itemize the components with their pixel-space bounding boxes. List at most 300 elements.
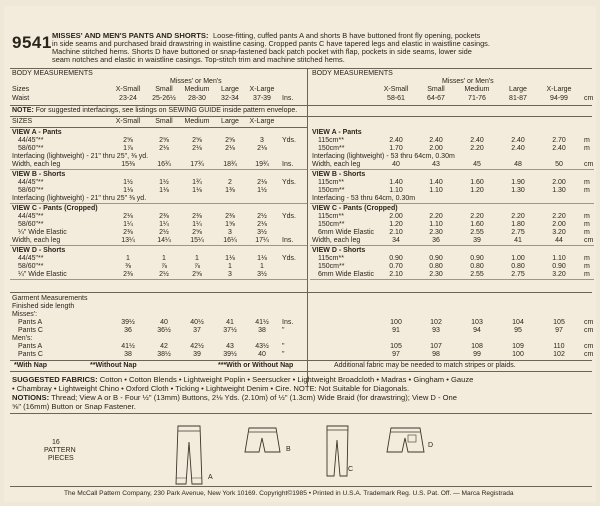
width-value: 14¼	[157, 237, 171, 244]
row-value: 1.20	[389, 221, 403, 228]
width-value: 44	[555, 237, 563, 244]
garment-value: 103	[471, 319, 483, 326]
garment-value: 37	[193, 327, 201, 334]
row-value: 1	[126, 255, 130, 262]
row-unit	[278, 229, 302, 237]
body-right-group: Misses' or Men's	[442, 78, 494, 85]
yardage-row	[318, 187, 600, 195]
size: X-Small	[115, 86, 141, 93]
row-unit: Yds.	[282, 213, 297, 220]
row-value: 2⅝	[192, 229, 202, 236]
width-label: Width, each leg	[312, 161, 361, 168]
waist-unit: cm	[584, 95, 594, 102]
row-value: 3	[228, 271, 232, 278]
row-unit: m	[584, 145, 590, 152]
row-value: 3	[228, 229, 232, 236]
row-value: ⅜	[125, 263, 131, 270]
row-label: 58/60"**	[18, 221, 44, 228]
row-value: 2½	[159, 229, 169, 236]
divider	[10, 279, 307, 280]
width-value: 15¼	[190, 237, 204, 244]
row-value: ⅞	[194, 263, 200, 270]
garment-row-metric	[376, 327, 600, 335]
row-value: 2⅜	[123, 271, 133, 278]
divider	[10, 203, 307, 204]
row-value: 0.90	[470, 255, 484, 262]
size: Large	[221, 86, 239, 93]
row-unit: m	[584, 137, 590, 144]
width-row	[312, 161, 600, 169]
row-value: 2⅝	[159, 137, 169, 144]
waist-value: 37-39	[253, 95, 271, 102]
row-unit: m	[584, 271, 590, 278]
row-label: 58/60"**	[18, 263, 44, 270]
garment-value: 38½	[157, 351, 171, 358]
garment-row-metric	[376, 351, 600, 359]
waist-value: 25-26½	[152, 95, 176, 102]
row-label: 115cm**	[318, 179, 344, 186]
body-right-waist-row	[312, 95, 600, 103]
width-value: 40	[392, 161, 400, 168]
width-value: 36	[432, 237, 440, 244]
row-value: 0.90	[552, 263, 566, 270]
row-value: 1⅛	[159, 187, 169, 194]
row-label: 58/60"**	[18, 187, 44, 194]
garment-unit: cm	[584, 327, 594, 334]
header-line-3: Machine stitched hems. Shorts D have buttoned or snap-fastened back patch pocket with flap, pockets in side seams, lower side	[52, 47, 472, 56]
yardage-row	[18, 221, 302, 229]
yardage-row	[318, 255, 600, 263]
size: X-Small	[115, 118, 141, 125]
width-value: 17¾	[190, 161, 204, 168]
size: X-Large	[546, 86, 572, 93]
width-value: 41	[514, 237, 522, 244]
garment-value: 104	[512, 319, 524, 326]
waist-value: 64-67	[427, 95, 445, 102]
size: Large	[509, 86, 527, 93]
yardage-row	[18, 137, 302, 145]
view-title: VIEW B - Shorts	[12, 171, 66, 178]
row-value: 1½	[257, 187, 267, 194]
size: Large	[221, 118, 239, 125]
row-label: ¼" Wide Elastic	[18, 229, 67, 236]
row-value: 2⅛	[225, 145, 235, 152]
row-value: 2⅜	[225, 213, 235, 220]
header-line-2: in side seams and purchased braid drawstring in waistline casing. Cropped pants C have tapered legs and elastic in waistline casings.	[52, 39, 490, 48]
garment-value: 41½	[121, 343, 135, 350]
row-value: 1.80	[511, 221, 525, 228]
row-unit: m	[584, 255, 590, 262]
width-value: 17¼	[255, 237, 269, 244]
row-value: 1.10	[552, 255, 566, 262]
width-value: 19¾	[255, 161, 269, 168]
misses-label: Misses':	[12, 311, 38, 318]
row-value: 2⅜	[159, 213, 169, 220]
yardage-row	[18, 263, 302, 271]
garment-value: 109	[512, 343, 524, 350]
header-line-4: seam notches and elastic in waistline casings. Top-stitch trim and machine stitched hems.	[52, 55, 345, 64]
row-unit: Yds.	[282, 255, 297, 262]
divider	[310, 203, 594, 204]
sketch-label-c: C	[348, 466, 354, 473]
interfacing-note: Interfacing (lightweight) - 21" thru 25" ⅜ yd.	[12, 195, 147, 202]
garment-value: 37½	[223, 327, 237, 334]
garment-unit: cm	[584, 319, 594, 326]
row-value: 2.40	[429, 137, 443, 144]
suggested-fabrics-line-2: • Chambray • Lightweight Chino • Oxford Cloth • Ticking • Lightweight Denim • Cire. NOTE: Not Suitable for Diagonals.	[12, 384, 410, 393]
divider	[10, 116, 592, 117]
garment-value: 43½	[255, 343, 269, 350]
row-value: 2⅛	[257, 145, 267, 152]
row-value: 2.00	[389, 213, 403, 220]
garment-value: 107	[430, 343, 442, 350]
yardage-row	[318, 271, 600, 279]
row-value: 1	[195, 255, 199, 262]
note-label: NOTE:	[12, 107, 34, 114]
row-label: 58/60"**	[18, 145, 44, 152]
garment-row	[18, 343, 302, 351]
row-value: 2.00	[552, 179, 566, 186]
row-value: 2.55	[470, 271, 484, 278]
garment-row	[18, 319, 302, 327]
row-value: 3.20	[552, 271, 566, 278]
garment-value: 100	[512, 351, 524, 358]
row-label: 150cm**	[318, 145, 345, 152]
garment-value: 36	[124, 327, 132, 334]
yardage-row	[318, 229, 600, 237]
garment-value: 40	[160, 319, 168, 326]
width-value: 34	[392, 237, 400, 244]
row-value: 3½	[257, 271, 267, 278]
row-label: 115cm**	[318, 255, 344, 262]
view-title: VIEW A - Pants	[12, 129, 62, 136]
row-value: 2.40	[552, 145, 566, 152]
row-label: 44/45"**	[18, 255, 44, 262]
garment-value: 94	[473, 327, 481, 334]
row-value: 1	[260, 263, 264, 270]
sketch-label-a: A	[208, 474, 213, 481]
sketch-shorts-b	[244, 426, 282, 456]
interfacing-note: Interfacing (lightweight) - 21" thru 25", ⅜ yd.	[12, 153, 149, 160]
body-right-sizes-row	[312, 86, 580, 94]
garment-row-metric	[376, 319, 600, 327]
garment-value: 95	[514, 327, 522, 334]
divider	[10, 169, 307, 170]
width-value: 18¾	[223, 161, 237, 168]
garment-row-metric	[376, 343, 600, 351]
row-value: 1⅛	[192, 187, 202, 194]
row-value: 1½	[123, 179, 133, 186]
row-value: 1.90	[511, 179, 525, 186]
garment-label: Pants C	[18, 351, 43, 358]
row-value: 2⅝	[192, 271, 202, 278]
garment-unit: cm	[584, 343, 594, 350]
garment-value: 91	[392, 327, 400, 334]
view-title: VIEW A - Pants	[312, 129, 362, 136]
row-label: 115cm**	[318, 137, 344, 144]
width-value: 16¾	[157, 161, 171, 168]
yardage-row	[18, 255, 302, 263]
row-value: 2⅛	[192, 145, 202, 152]
divider	[10, 105, 592, 106]
row-value: 2.75	[511, 229, 525, 236]
garment-value: 105	[553, 319, 565, 326]
waist-value: 28-30	[188, 95, 206, 102]
size: Small	[427, 86, 445, 93]
garment-value: 40½	[190, 319, 204, 326]
waist-value: 81-87	[509, 95, 527, 102]
row-value: 0.70	[389, 263, 403, 270]
garment-value: 39	[193, 351, 201, 358]
garment-value: 105	[390, 343, 402, 350]
garment-value: 108	[471, 343, 483, 350]
view-title: VIEW C - Pants (Cropped)	[12, 205, 98, 212]
garment-value: 97	[555, 327, 563, 334]
garment-unit: "	[282, 327, 285, 334]
garment-value: 102	[430, 319, 442, 326]
row-unit: m	[584, 187, 590, 194]
row-value: 1.20	[470, 187, 484, 194]
width-unit: Ins.	[282, 237, 294, 244]
note	[12, 107, 297, 115]
row-value: 0.90	[389, 255, 403, 262]
row-label: ¼" Wide Elastic	[18, 271, 67, 278]
garment-value: 41½	[255, 319, 269, 326]
row-value: 2.40	[470, 137, 484, 144]
width-value: 15⅜	[121, 161, 135, 168]
row-value: 1.30	[511, 187, 525, 194]
view-title: VIEW D - Shorts	[312, 247, 366, 254]
garment-value: 43	[226, 343, 234, 350]
notions-line-2: ⅝" (16mm) Button or Snap Fastener.	[12, 402, 136, 411]
row-value: 1⅞	[123, 145, 133, 152]
divider	[310, 169, 594, 170]
row-value: 1.60	[470, 179, 484, 186]
row-unit	[278, 145, 302, 153]
yardage-row	[18, 213, 302, 221]
row-value: 2⅛	[123, 213, 133, 220]
garment-value: 110	[553, 343, 565, 350]
view-title: VIEW C - Pants (Cropped)	[312, 205, 398, 212]
row-value: 2⅝	[123, 137, 133, 144]
row-label: 150cm**	[318, 263, 345, 270]
row-unit: m	[584, 229, 590, 236]
width-row	[12, 237, 302, 245]
row-value: 2⅜	[123, 229, 133, 236]
header-title: MISSES' AND MEN'S PANTS AND SHORTS:	[52, 31, 209, 40]
row-value: 0.80	[470, 263, 484, 270]
size: Small	[155, 118, 173, 125]
divider	[310, 279, 594, 280]
row-label: 44/45"**	[18, 179, 44, 186]
mens-label: Men's:	[12, 335, 33, 342]
yardage-row	[318, 145, 600, 153]
pieces-line-2: PIECES	[48, 455, 74, 462]
garment-value: 42½	[190, 343, 204, 350]
interfacing-note: Interfacing - 53 thru 64cm, 0.30m	[312, 195, 416, 202]
row-value: 2½	[257, 213, 267, 220]
row-value: 1.10	[389, 187, 403, 194]
row-value: 1	[228, 263, 232, 270]
divider	[310, 245, 594, 246]
row-value: 3½	[257, 229, 267, 236]
size: Medium	[464, 86, 490, 93]
row-value: 1.70	[389, 145, 403, 152]
row-value: 1⅝	[225, 221, 235, 228]
garment-value: 40	[258, 351, 266, 358]
size: Medium	[184, 118, 210, 125]
yardage-row	[318, 137, 600, 145]
row-value: 1⅛	[225, 255, 235, 262]
interfacing-note: Interfacing (lightweight) - 53 thru 64cm, 0.30m	[312, 153, 455, 160]
row-label: 6mm Wide Elastic	[318, 271, 375, 278]
row-value: 2.00	[429, 145, 443, 152]
footer-copyright: The McCall Pattern Company, 230 Park Avenue, New York 10169. Copyright©1985 • Printed in U.S.A. Trademark Reg. U.S. Pat. Off. — Marca Registrada	[64, 490, 514, 497]
row-value: 2.30	[429, 229, 443, 236]
pieces-count: 16	[52, 439, 60, 446]
garment-label: Pants A	[18, 343, 43, 350]
notions-line-1: Thread; View A or B - Four ½" (13mm) Buttons, 2⅛ Yds. (2.10m) of ½" (1.3cm) Wide Braid (for drawstring); View D - One	[51, 393, 458, 402]
row-value: 2.00	[552, 221, 566, 228]
sizes-header-label: SIZES	[12, 118, 33, 125]
garment-value: 102	[553, 351, 565, 358]
row-value: 2.40	[511, 137, 525, 144]
row-value: 1.40	[389, 179, 403, 186]
garment-value: 41	[226, 319, 234, 326]
row-value: 0.80	[429, 263, 443, 270]
note-text: For suggested interfacings, see listings on SEWING GUIDE inside pattern envelope.	[35, 107, 298, 114]
divider	[10, 486, 592, 487]
view-title: VIEW D - Shorts	[12, 247, 66, 254]
row-value: 2.70	[552, 137, 566, 144]
with-or-without-nap: ***With or Without Nap	[218, 362, 294, 369]
row-value: 2.40	[511, 145, 525, 152]
row-value: 2.55	[470, 229, 484, 236]
garment-label: Pants A	[18, 319, 43, 326]
row-value: 1.30	[552, 187, 566, 194]
width-row	[12, 161, 302, 169]
yardage-row	[318, 179, 600, 187]
row-value: 1¼	[192, 221, 202, 228]
garment-value: 36½	[157, 327, 171, 334]
sizes-label: Sizes	[12, 86, 30, 93]
row-value: 2.40	[389, 137, 403, 144]
width-label: Width, each leg	[12, 161, 61, 168]
row-value: 2⅛	[257, 179, 267, 186]
size: Medium	[184, 86, 210, 93]
yardage-row	[318, 221, 600, 229]
width-value: 45	[473, 161, 481, 168]
row-value: 2⅛	[257, 221, 267, 228]
row-value: 1	[162, 255, 166, 262]
width-unit: cm	[584, 161, 594, 168]
row-unit: Yds.	[282, 137, 297, 144]
row-value: 1.10	[429, 221, 443, 228]
body-right-heading: BODY MEASUREMENTS	[312, 70, 393, 77]
width-value: 13¼	[121, 237, 135, 244]
sketch-pants-a	[172, 424, 208, 486]
sketch-label-d: D	[428, 442, 434, 449]
garment-value: 98	[432, 351, 440, 358]
row-value: 2	[228, 179, 232, 186]
row-label: 115cm**	[318, 213, 344, 220]
waist-value: 58-61	[387, 95, 405, 102]
row-value: 0.80	[511, 263, 525, 270]
yardage-row	[318, 213, 600, 221]
body-left-sizes-row	[12, 86, 278, 94]
row-label: 44/45"**	[18, 213, 44, 220]
pieces-line-1: PATTERN	[44, 447, 76, 454]
sketch-shorts-d	[386, 426, 426, 456]
row-value: 1¼	[123, 221, 133, 228]
garment-unit: Ins.	[282, 319, 294, 326]
garment-label: Pants C	[18, 327, 43, 334]
yardage-row	[318, 263, 600, 271]
row-value: 1½	[159, 179, 169, 186]
row-label: 150cm**	[318, 187, 345, 194]
row-value: 2.10	[389, 271, 403, 278]
garment-row	[18, 327, 302, 335]
header-line-1: Loose-fitting, cuffed pants A and shorts B have buttoned front fly opening, pockets	[213, 31, 481, 40]
garment-subheading: Finished side length	[12, 303, 75, 310]
divider	[10, 371, 592, 372]
garment-value: 99	[473, 351, 481, 358]
garment-value: 39½	[223, 351, 237, 358]
size: X-Small	[383, 86, 409, 93]
size: X-Large	[249, 86, 275, 93]
row-unit	[278, 263, 302, 271]
row-value: 3	[260, 137, 264, 144]
garment-value: 100	[390, 319, 402, 326]
garment-unit: "	[282, 351, 285, 358]
row-label: 150cm**	[318, 221, 345, 228]
yardage-row	[18, 179, 302, 187]
row-unit: m	[584, 179, 590, 186]
row-value: 2.20	[511, 213, 525, 220]
row-value: 1.00	[511, 255, 525, 262]
yardage-row	[18, 145, 302, 153]
yardage-row	[18, 229, 302, 237]
additional-fabric-note: Additional fabric may be needed to match stripes or plaids.	[334, 362, 516, 369]
garment-heading: Garment Measurements	[12, 295, 88, 302]
waist-value: 71-76	[468, 95, 486, 102]
row-value: 2.20	[470, 213, 484, 220]
row-unit	[278, 221, 302, 229]
row-value: 2⅝	[192, 137, 202, 144]
row-value: 2⅛	[159, 145, 169, 152]
row-value: 2.20	[470, 145, 484, 152]
body-left-heading: BODY MEASUREMENTS	[12, 70, 93, 77]
row-unit	[278, 271, 302, 279]
waist-value: 32-34	[221, 95, 239, 102]
size: X-Large	[249, 118, 275, 125]
waist-value: 23-24	[119, 95, 137, 102]
row-value: 2.10	[389, 229, 403, 236]
garment-value: 93	[432, 327, 440, 334]
width-value: 16¼	[223, 237, 237, 244]
garment-value: 38	[258, 327, 266, 334]
width-row	[312, 237, 600, 245]
row-value: ⅞	[161, 263, 167, 270]
row-value: 1.60	[470, 221, 484, 228]
row-unit: Yds.	[282, 179, 297, 186]
sketch-label-b: B	[286, 446, 291, 453]
divider	[10, 360, 592, 361]
envelope-sheet	[4, 6, 596, 502]
row-value: 2.20	[552, 213, 566, 220]
row-value: 1¼	[159, 221, 169, 228]
row-value: 1⅜	[225, 187, 235, 194]
